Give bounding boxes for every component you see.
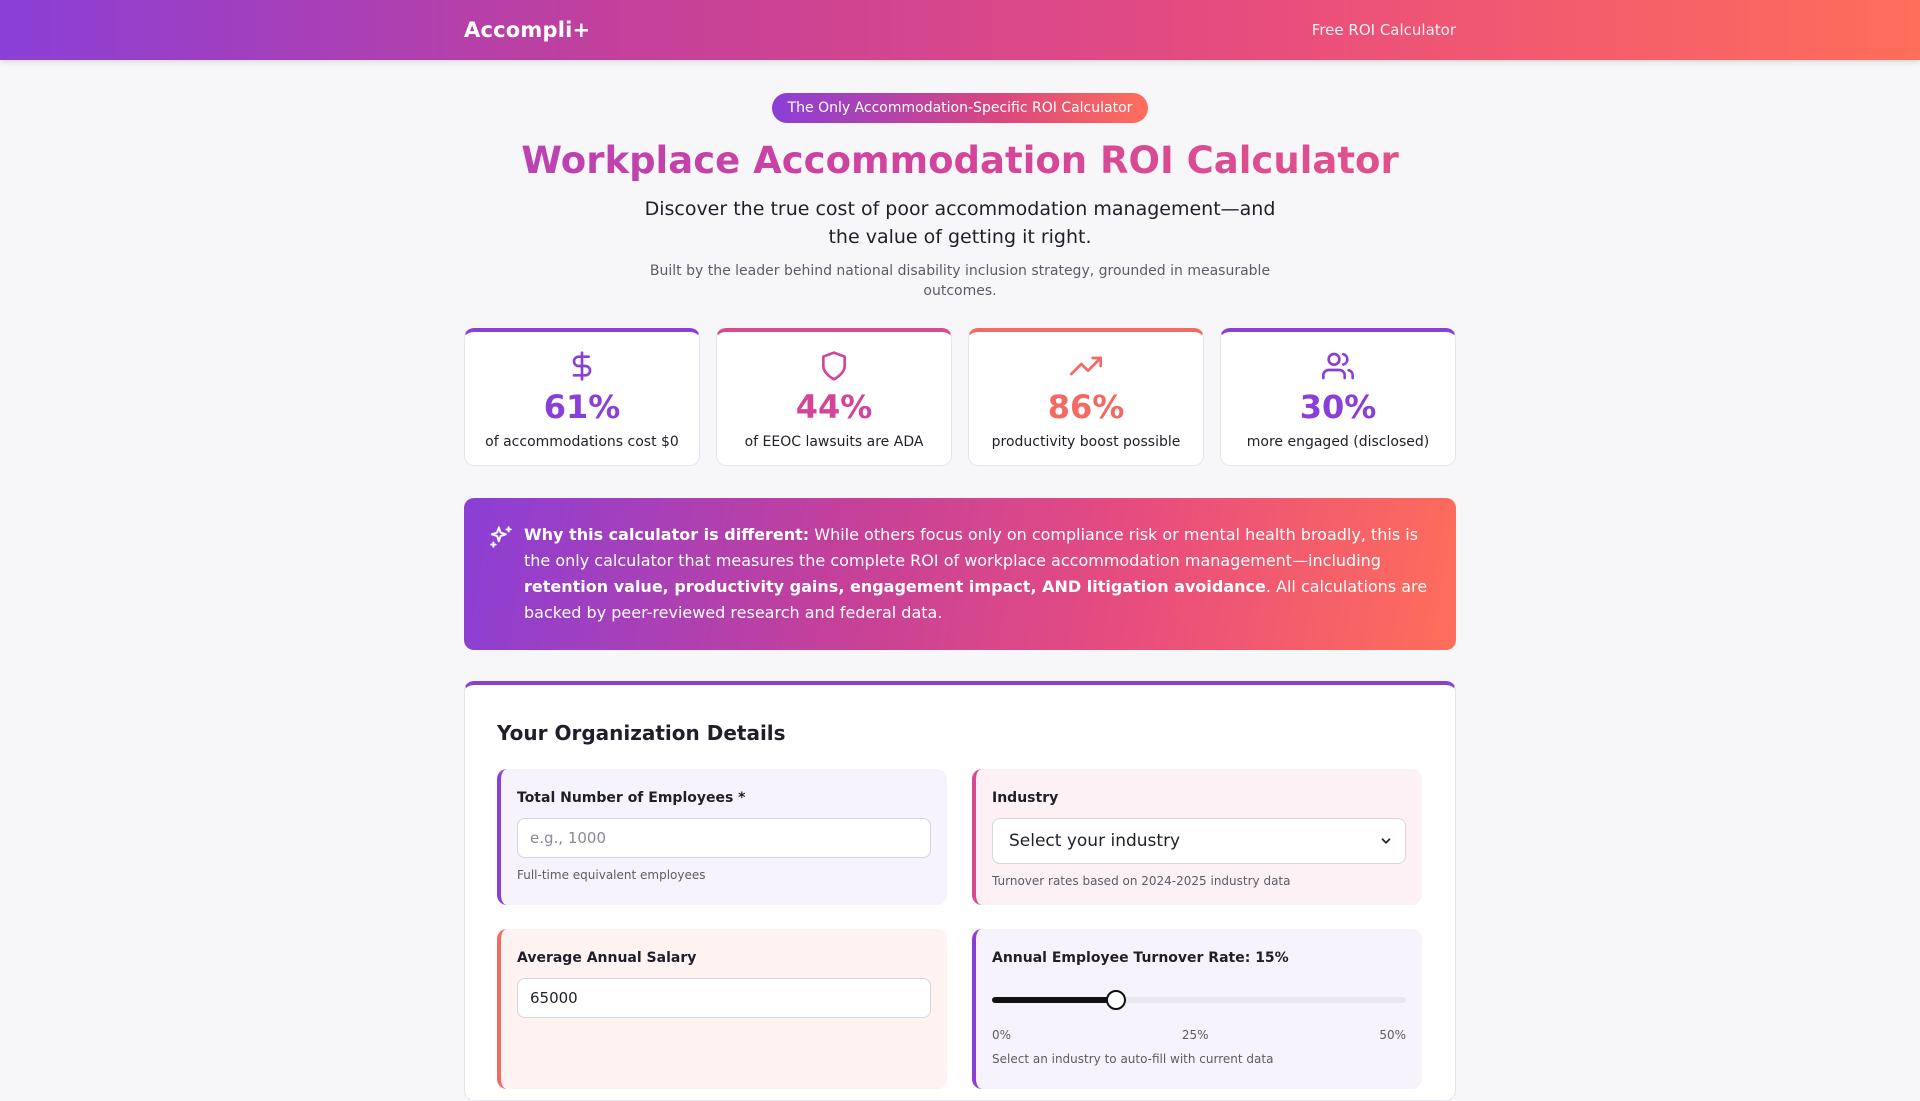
industry-selected-value: Select your industry bbox=[1009, 831, 1181, 851]
shield-icon bbox=[717, 350, 951, 386]
stat-card-lawsuits bbox=[716, 328, 952, 466]
page-title: Workplace Accommodation ROI Calculator bbox=[0, 139, 1920, 183]
top-navigation-inner bbox=[464, 0, 1456, 60]
slider-thumb[interactable] bbox=[1106, 990, 1126, 1010]
stat-card-engagement bbox=[1220, 328, 1456, 466]
employees-help-text: Full-time equivalent employees bbox=[517, 868, 706, 882]
turnover-help-text: Select an industry to auto-fill with current data bbox=[992, 1052, 1274, 1066]
users-icon bbox=[1221, 350, 1455, 386]
hero-section bbox=[0, 60, 1920, 301]
salary-field-group bbox=[497, 929, 947, 1089]
stat-label: of EEOC lawsuits are ADA bbox=[744, 434, 924, 450]
industry-select[interactable] bbox=[992, 818, 1406, 864]
why-text-part-1: While others focus only on compliance risk or mental health broadly, this is the only calculator that measures the complete ROI of workplace accommodation management—including bbox=[524, 525, 1419, 570]
industry-label: Industry bbox=[992, 790, 1059, 806]
slider-fill bbox=[992, 997, 1116, 1003]
why-different-text bbox=[524, 522, 1428, 626]
top-navigation-bar bbox=[0, 0, 1920, 60]
why-text-part-2: . All calculations are backed by peer-reviewed research and federal data. bbox=[524, 577, 1428, 622]
hero-badge: The Only Accommodation-Specific ROI Calculator bbox=[772, 93, 1149, 123]
trending-up-icon bbox=[969, 350, 1203, 386]
turnover-slider[interactable] bbox=[992, 992, 1406, 1008]
salary-input[interactable] bbox=[517, 978, 931, 1018]
organization-details-card bbox=[464, 681, 1456, 1101]
slider-tick-max: 50% bbox=[1379, 1028, 1406, 1042]
hero-subtitle: Discover the true cost of poor accommodation management—and the value of getting it right. bbox=[644, 198, 1276, 249]
stat-value: 44% bbox=[795, 388, 873, 426]
slider-ticks bbox=[992, 1028, 1406, 1042]
sparkles-icon bbox=[488, 522, 524, 626]
stat-value: 61% bbox=[543, 388, 621, 426]
turnover-label: Annual Employee Turnover Rate: 15% bbox=[992, 950, 1289, 966]
why-bold-highlights: retention value, productivity gains, engagement impact, AND litigation avoidance bbox=[524, 577, 1266, 596]
stat-card-productivity bbox=[968, 328, 1204, 466]
section-title: Your Organization Details bbox=[497, 721, 786, 745]
slider-tick-min: 0% bbox=[992, 1028, 1012, 1042]
turnover-field-group bbox=[972, 929, 1422, 1089]
stat-label: of accommodations cost $0 bbox=[485, 434, 679, 450]
salary-label: Average Annual Salary bbox=[517, 950, 697, 966]
employees-field-group bbox=[497, 769, 947, 905]
stat-card-cost bbox=[464, 328, 700, 466]
employees-label: Total Number of Employees * bbox=[517, 790, 746, 806]
stat-value: 30% bbox=[1299, 388, 1377, 426]
industry-field-group bbox=[972, 769, 1422, 905]
dollar-icon bbox=[465, 350, 699, 386]
stat-label: more engaged (disclosed) bbox=[1246, 434, 1430, 450]
why-different-banner bbox=[464, 498, 1456, 650]
stats-row bbox=[464, 328, 1456, 466]
chevron-down-icon bbox=[1379, 834, 1393, 848]
employees-input[interactable] bbox=[517, 818, 931, 858]
stat-label: productivity boost possible bbox=[991, 434, 1181, 450]
hero-note: Built by the leader behind national disability inclusion strategy, grounded in measurable outcomes. bbox=[649, 263, 1271, 300]
why-lead: Why this calculator is different: bbox=[524, 525, 810, 544]
stat-value: 86% bbox=[1047, 388, 1125, 426]
brand-logo[interactable]: Accompli+ bbox=[464, 18, 591, 42]
slider-tick-mid: 25% bbox=[1181, 1028, 1209, 1042]
free-roi-calculator-link[interactable]: Free ROI Calculator bbox=[1311, 21, 1456, 39]
industry-help-text: Turnover rates based on 2024-2025 industry data bbox=[992, 874, 1291, 888]
